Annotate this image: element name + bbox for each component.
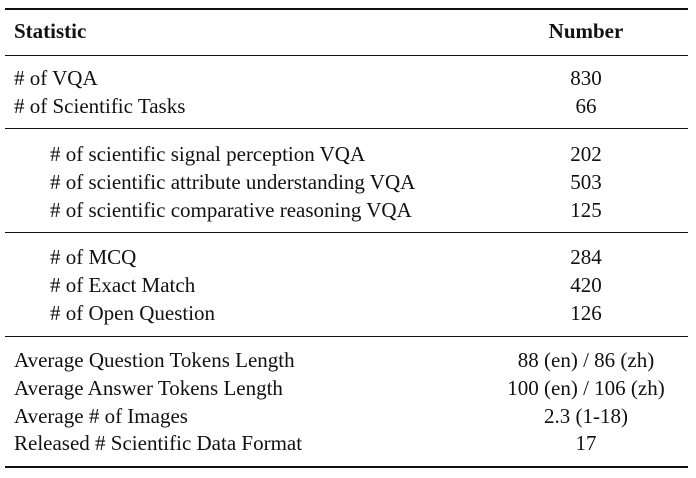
group-rule — [5, 336, 688, 337]
row-value: 88 (en) / 86 (zh) — [517, 348, 655, 372]
row-value: 830 — [570, 66, 602, 90]
group-rule — [5, 232, 688, 233]
row-value: 126 — [570, 301, 602, 325]
row-value: 503 — [570, 170, 602, 194]
header-number: Number — [548, 19, 624, 43]
row-label: # of VQA — [14, 66, 98, 90]
header-statistic: Statistic — [14, 19, 87, 43]
header-rule — [5, 55, 688, 56]
row-value: 100 (en) / 106 (zh) — [507, 376, 665, 400]
row-label: # of MCQ — [50, 245, 137, 269]
row-value: 284 — [570, 245, 602, 269]
row-label: # of scientific comparative reasoning VQA — [50, 198, 412, 222]
group-rule — [5, 128, 688, 129]
row-label: Average Answer Tokens Length — [14, 376, 283, 400]
row-value: 125 — [570, 198, 602, 222]
row-label: Average Question Tokens Length — [14, 348, 295, 372]
row-value: 2.3 (1-18) — [544, 404, 628, 428]
bottom-rule — [5, 466, 688, 468]
row-value: 202 — [570, 142, 602, 166]
top-rule — [5, 8, 688, 10]
row-label: # of Scientific Tasks — [14, 94, 186, 118]
row-value: 66 — [575, 94, 597, 118]
row-label: Average # of Images — [14, 404, 188, 428]
row-label: # of scientific attribute understanding VQA — [50, 170, 416, 194]
row-label: # of Open Question — [50, 301, 216, 325]
row-value: 17 — [575, 431, 597, 455]
row-label: Released # Scientific Data Format — [14, 431, 303, 455]
row-label: # of Exact Match — [50, 273, 196, 297]
row-label: # of scientific signal perception VQA — [50, 142, 366, 166]
row-value: 420 — [570, 273, 602, 297]
